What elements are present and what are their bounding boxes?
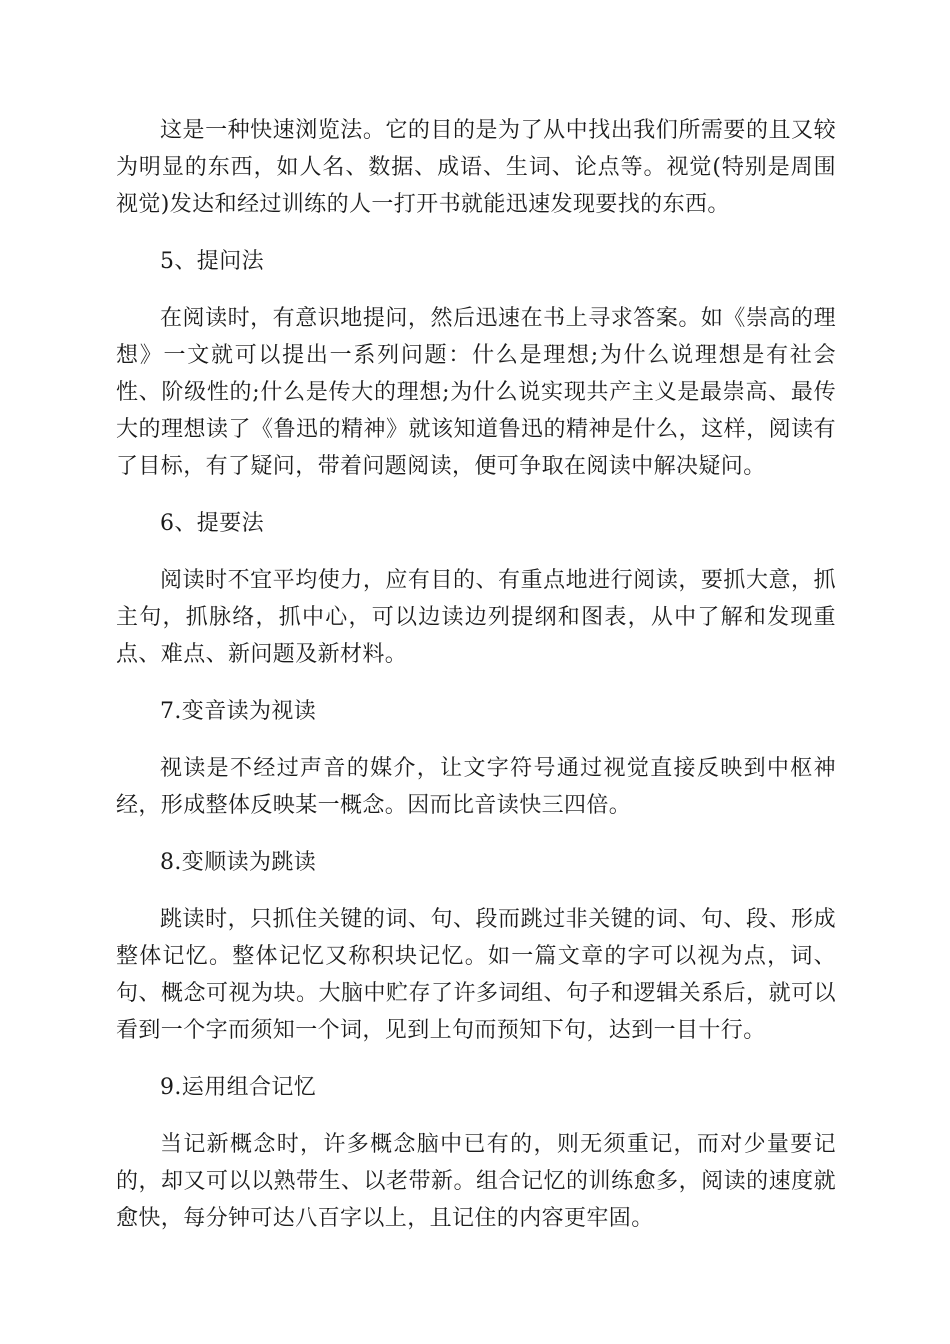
document-body [116,112,836,1237]
paragraph-visual-reading: 视读是不经过声音的媒介，让文字符号通过视觉直接反映到中枢神经，形成整体反映某一概念。因而比音读快三四倍。 [116,756,836,818]
paragraph-combined-memory: 当记新概念时，许多概念脑中已有的，则无须重记，而对少量要记的，却又可以以熟带生、以老带新。组合记忆的训练愈多，阅读的速度就愈快，每分钟可达八百字以上，且记住的内容更牢固。 [116,1132,836,1231]
heading-summary-method: 6、提要法 [160,511,264,536]
heading-combined-memory: 9.运用组合记忆 [160,1075,317,1100]
paragraph-summary-method: 阅读时不宜平均使力，应有目的、有重点地进行阅读，要抓大意，抓主句，抓脉络，抓中心，可以边读边列提纲和图表，从中了解和发现重点、难点、新问题及新材料。 [116,568,836,667]
paragraph-skip-reading: 跳读时，只抓住关键的词、句、段而跳过非关键的词、句、段、形成整体记忆。整体记忆又称积块记忆。如一篇文章的字可以视为点，词、句、概念可视为块。大脑中贮存了许多词组、句子和逻辑关系后，就可以看到一个字而须知一个词，见到上句而预知下句，达到一目十行。 [116,907,836,1043]
heading-skip-reading: 8.变顺读为跳读 [160,850,317,875]
heading-questioning-method: 5、提问法 [160,249,264,274]
paragraph-questioning-method: 在阅读时，有意识地提问，然后迅速在书上寻求答案。如《崇高的理想》一文就可以提出一系列问题：什么是理想;为什么说理想是有社会性、阶级性的;什么是传大的理想;为什么说实现共产主义是最崇高、最传大的理想读了《鲁迅的精神》就该知道鲁迅的精神是什么，这样，阅读有了目标，有了疑问，带着问题阅读，便可争取在阅读中解决疑问。 [116,306,836,479]
paragraph-browse-method: 这是一种快速浏览法。它的目的是为了从中找出我们所需要的且又较为明显的东西，如人名、数据、成语、生词、论点等。视觉(特别是周围视觉)发达和经过训练的人一打开书就能迅速发现要找的东西。 [116,118,836,217]
heading-visual-reading: 7.变音读为视读 [160,699,317,724]
